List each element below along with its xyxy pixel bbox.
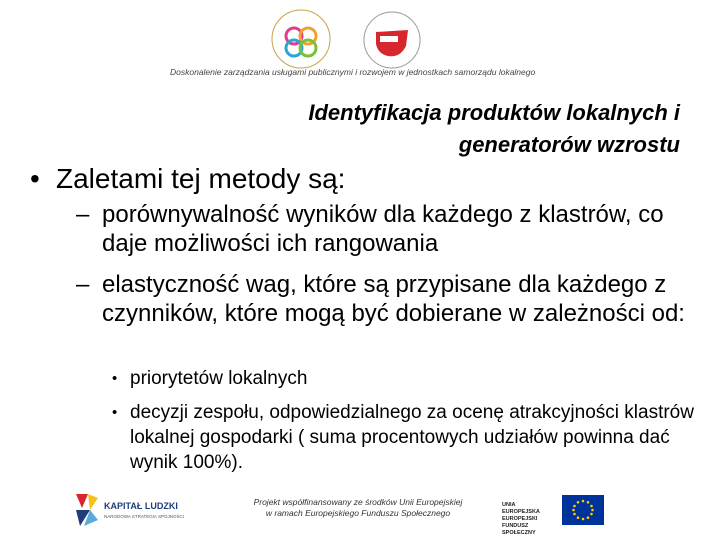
bullet-dot-icon: •	[30, 163, 40, 194]
slide-title	[180, 97, 680, 161]
list-item-text: elastyczność wag, które są przypisane dla każdego z czynników, które mogą być dobierane w zależności od:	[102, 271, 685, 327]
footer-line-1: Projekt współfinansowany ze środków Unii Europejskiej	[253, 497, 463, 507]
list-item	[76, 270, 696, 328]
sub-list-item	[112, 400, 702, 475]
main-bullet-text: Zaletami tej metody są:	[56, 163, 346, 194]
dash-icon: –	[76, 271, 90, 298]
eu-label-line-2: EUROPEJSKI	[502, 516, 538, 522]
eu-flag-icon	[562, 495, 604, 525]
eu-label-line-3: FUNDUSZ SPOŁECZNY	[502, 523, 536, 536]
sub-list-item-text: priorytetów lokalnych	[130, 368, 308, 389]
main-bullet	[30, 162, 345, 196]
eu-fund-label	[502, 502, 552, 537]
bullet-dot-icon: •	[112, 370, 118, 387]
footer-cofinance-note	[228, 497, 488, 519]
footer-line-2: w ramach Europejskiego Funduszu Społecznego	[265, 508, 451, 518]
sub-list-item-text: decyzji zespołu, odpowiedzialnego za ocenę atrakcyjności klastrów lokalnej gospodarki ( suma procentowych udziałów powinna dać wynik 100%).	[130, 402, 694, 473]
kapital-ludzki-title: KAPITAŁ LUDZKI	[104, 501, 178, 511]
fundacja-logo	[362, 10, 422, 70]
title-line-1: Identyfikacja produktów lokalnych i	[308, 100, 680, 125]
kapital-ludzki-subtitle: NARODOWA STRATEGIA SPÓJNOŚCI	[104, 514, 185, 519]
sub-list-item	[112, 366, 702, 391]
header-caption: Doskonalenie zarządzania usługami publicznymi i rozwojem w jednostkach samorządu lokalnego	[170, 67, 536, 77]
zwiazek-miast-polskich-logo	[270, 8, 332, 70]
eu-label-line-1: UNIA EUROPEJSKA	[502, 502, 540, 515]
list-item	[76, 200, 696, 258]
bullet-dot-icon: •	[112, 404, 118, 421]
list-item-text: porównywalność wyników dla każdego z klastrów, co daje możliwości ich rangowania	[102, 201, 664, 257]
dash-icon: –	[76, 201, 90, 228]
title-line-2: generatorów wzrostu	[458, 132, 680, 157]
